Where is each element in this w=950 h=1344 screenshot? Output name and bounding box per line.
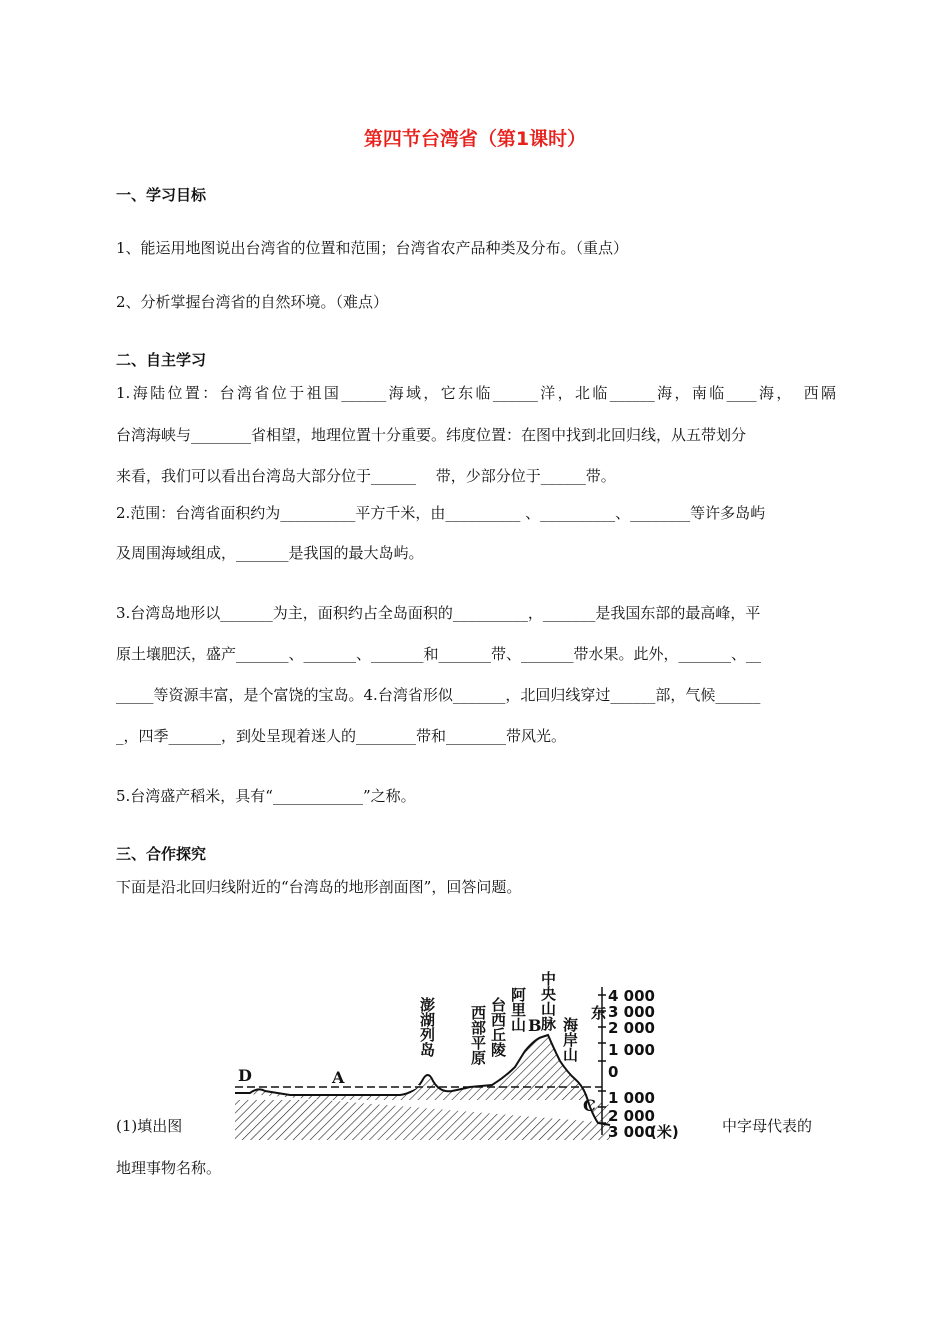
q3-line-4: _，四季_______，到处呈现着迷人的________带和________带风光。 <box>116 727 567 745</box>
label-west-hills: 台西丘陵 <box>489 997 507 1057</box>
label-alishan: 阿里山 <box>509 987 527 1032</box>
section-heading-self-study: 二、自主学习 <box>116 351 207 369</box>
scale-tick-label: 0 <box>608 1063 619 1081</box>
question-1-caption-right: 中字母代表的 <box>722 1117 813 1135</box>
goal-item-1: 1、能运用地图说出台湾省的位置和范围；台湾省农产品种类及分布。（重点） <box>116 239 629 257</box>
page-title: 第四节台湾省（第1课时） <box>363 128 587 150</box>
q1-line-1: 1.海陆位置：台湾省位于祖国______海域，它东临______洋，北临______海，南临____海， 西隔 <box>116 384 836 402</box>
q1-line-3: 来看，我们可以看出台湾岛大部分位于______ 带，少部分位于______带。 <box>116 467 616 485</box>
question-1-caption-left: (1)填出图 <box>116 1117 183 1135</box>
scale-tick-label: 2 000 <box>608 1107 655 1125</box>
q3-line-1: 3.台湾岛地形以_______为主，面积约占全岛面积的__________，_______是我国东部的最高峰，平 <box>116 604 761 622</box>
scale-tick-label: 1 000 <box>608 1041 655 1059</box>
label-penghu: 澎湖列岛 <box>418 997 436 1057</box>
goal-item-2: 2、分析掌握台湾省的自然环境。（难点） <box>116 293 389 311</box>
q3-line-3: _____等资源丰富，是个富饶的宝岛。4.台湾省形似_______，北回归线穿过______部，气候______ <box>116 686 761 704</box>
label-east: 东 <box>589 1005 607 1020</box>
letter-a: A <box>332 1068 345 1087</box>
q1-line-2: 台湾海峡与________省相望，地理位置十分重要。纬度位置：在图中找到北回归线，从五带划分 <box>116 426 747 444</box>
label-coastal-range: 海岸山 <box>561 1017 579 1062</box>
q5-line: 5.台湾盛产稻米，具有“____________”之称。 <box>116 787 416 805</box>
letter-d: D <box>238 1066 252 1085</box>
label-west-plain: 西部平原 <box>469 1005 487 1065</box>
section-heading-explore: 三、合作探究 <box>116 845 207 863</box>
explore-intro: 下面是沿北回归线附近的“台湾岛的地形剖面图”，回答问题。 <box>116 878 522 896</box>
q3-line-2: 原土壤肥沃，盛产_______、_______、_______和_______带、_______带水果。此外，_______、__ <box>116 645 762 663</box>
scale-tick-label: 2 000 <box>608 1019 655 1037</box>
taiwan-terrain-profile-figure <box>230 965 690 1145</box>
q2-line-2: 及周围海域组成，_______是我国的最大岛屿。 <box>116 544 424 562</box>
q2-line-1: 2.范围：台湾省面积约为__________平方千米，由__________ 、__________、________等许多岛屿 <box>116 504 766 522</box>
question-1-caption-continued: 地理事物名称。 <box>116 1159 222 1177</box>
section-heading-goals: 一、学习目标 <box>116 186 207 204</box>
scale-tick-label: 4 000 <box>608 987 655 1005</box>
letter-c: C <box>583 1096 596 1115</box>
scale-unit: (米) <box>650 1123 679 1141</box>
letter-b: B <box>528 1016 542 1035</box>
scale-tick-label: 3 000 <box>608 1123 655 1141</box>
scale-tick-label: 3 000 <box>608 1003 655 1021</box>
label-central-range: 中央山脉 <box>539 971 557 1031</box>
scale-tick-label: 1 000 <box>608 1089 655 1107</box>
